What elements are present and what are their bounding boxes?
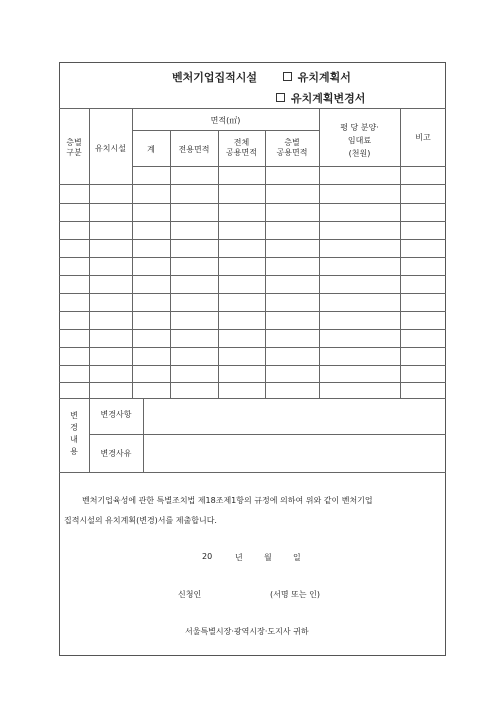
date-year: 20 xyxy=(202,552,213,561)
rule xyxy=(59,239,446,240)
applicant-label: 신청인 xyxy=(178,590,202,599)
header-price xyxy=(319,121,400,160)
change-side-char: 내 xyxy=(70,435,78,444)
change-reason-field[interactable] xyxy=(144,435,445,472)
header-floor-common-line2: 공용면적 xyxy=(276,148,308,157)
checkbox-change-plan[interactable] xyxy=(276,93,285,102)
header-floor-line2: 구분 xyxy=(66,148,82,157)
rule xyxy=(59,203,446,204)
header-facility: 유치시설 xyxy=(95,144,126,153)
header-price-line3: (천원) xyxy=(348,149,371,158)
title-option-change: 유치계획변경서 xyxy=(291,92,366,105)
rule xyxy=(59,382,446,383)
checkbox-plan[interactable] xyxy=(283,72,292,81)
title-option-plan: 유치계획서 xyxy=(297,71,351,84)
change-items-field[interactable] xyxy=(144,399,445,434)
date-day-unit: 일 xyxy=(293,553,301,562)
addressee: 서울특별시장·광역시장·도지사 귀하 xyxy=(185,627,309,636)
header-common-line2: 공용면적 xyxy=(226,148,257,157)
rule xyxy=(132,130,319,131)
change-side-char: 변 xyxy=(70,411,78,420)
rule xyxy=(59,347,446,348)
form-title xyxy=(172,69,351,85)
change-side-char: 경 xyxy=(70,423,78,432)
header-common xyxy=(218,138,265,158)
rule xyxy=(59,184,446,185)
form-title-line2 xyxy=(276,90,365,106)
title-facility: 벤처기업집적시설 xyxy=(172,71,258,84)
rule xyxy=(59,275,446,276)
change-items-label: 변경사항 xyxy=(100,410,132,419)
rule xyxy=(59,257,446,258)
change-side-char: 용 xyxy=(70,447,78,456)
rule xyxy=(218,130,219,398)
header-common-line1: 전체 xyxy=(233,138,250,147)
header-price-line1: 평 당 분양· xyxy=(340,123,379,132)
change-side-label xyxy=(59,410,89,458)
statement-line2: 집적시설의 유치계획(변경)서를 제출합니다. xyxy=(64,516,217,525)
rule xyxy=(400,108,401,398)
rule xyxy=(265,130,266,398)
rule xyxy=(59,472,446,473)
change-reason-label: 변경사유 xyxy=(100,449,132,458)
applicant-sign: (서명 또는 인) xyxy=(270,590,320,599)
header-total: 계 xyxy=(147,145,155,154)
header-area: 면적(㎡) xyxy=(210,116,241,125)
rule xyxy=(59,293,446,294)
rule xyxy=(59,221,446,222)
rule xyxy=(132,166,446,167)
header-floor xyxy=(59,138,89,158)
header-price-line2: 임대료 xyxy=(347,136,372,145)
date-month-unit: 월 xyxy=(264,553,272,562)
rule xyxy=(170,130,171,398)
header-exclusive: 전용면적 xyxy=(178,145,210,154)
header-floor-line1: 층별 xyxy=(66,138,82,147)
rule xyxy=(59,108,446,109)
header-remarks: 비고 xyxy=(415,133,431,142)
rule xyxy=(59,311,446,312)
header-floor-common-line1: 층별 xyxy=(284,138,300,147)
rule xyxy=(59,365,446,366)
date-year-unit: 년 xyxy=(235,553,243,562)
rule xyxy=(59,329,446,330)
header-floor-common xyxy=(265,138,319,158)
statement-line1: 벤처기업육성에 관한 특별조치법 제18조제1항의 규정에 의하여 위와 같이 벤처기업 xyxy=(82,496,373,505)
